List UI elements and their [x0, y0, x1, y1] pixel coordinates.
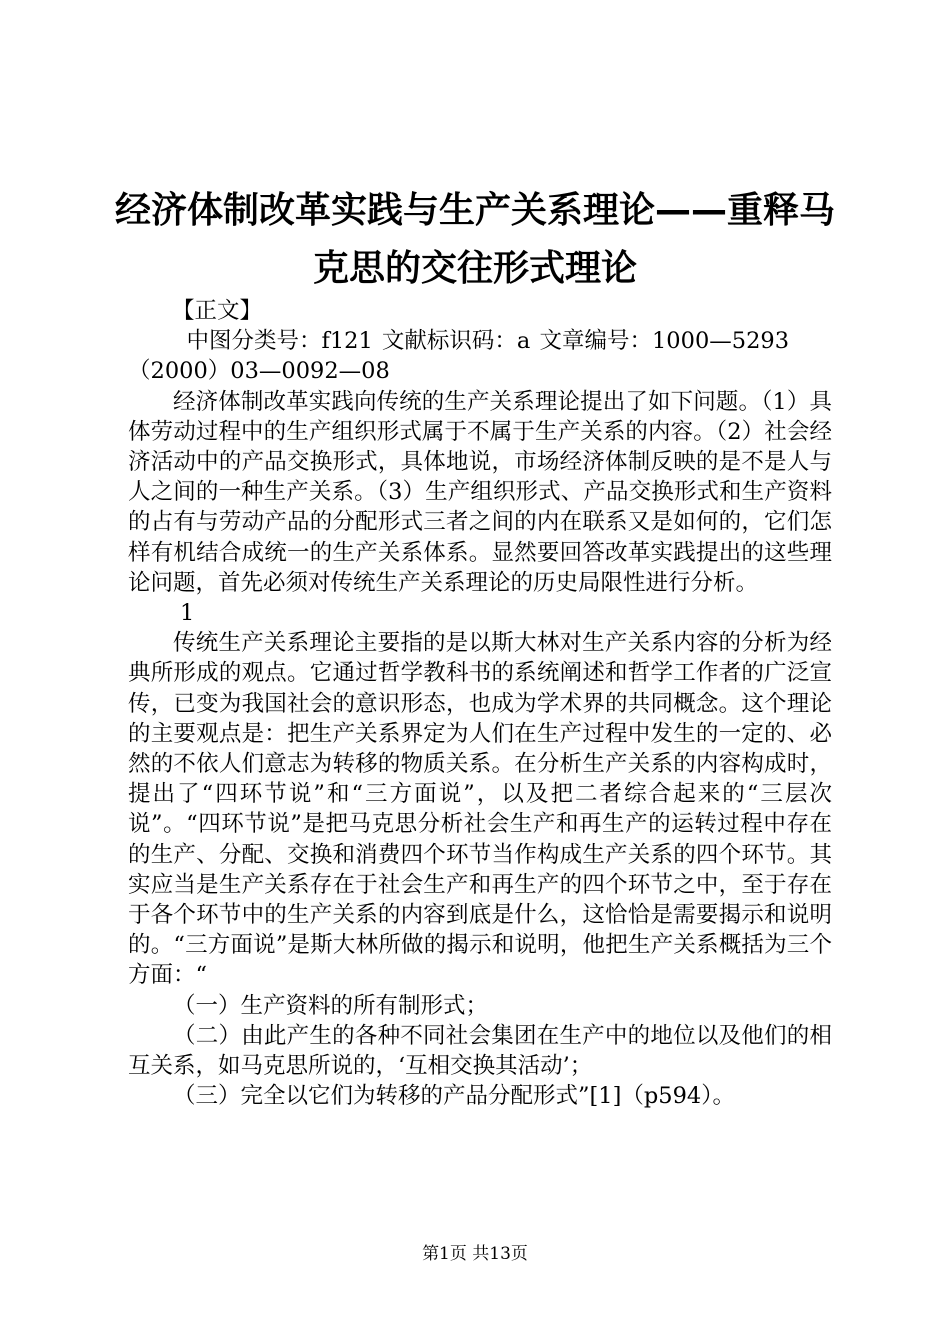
title-line-2: 克思的交往形式理论: [312, 248, 637, 289]
document-title: [100, 182, 850, 298]
paragraph-theory: 传统生产关系理论主要指的是以斯大林对生产关系内容的分析为经典所形成的观点。它通过哲学教科书的系统阐述和哲学工作者的广泛宣传，已变为我国社会的意识形态，也成为学术界的共同概念。这个理论的主要观点是：把生产关系界定为人们在生产过程中发生的一定的、必然的不依人们意志为转移的物质关系。在分析生产关系的内容构成时，提出了“四环节说”和“三方面说”，以及把二者综合起来的“三层次说”。“四环节说”是把马克思分析社会生产和再生产的运转过程中存在的生产、分配、交换和消费四个环节当作构成生产关系的四个环节。其实应当是生产关系存在于社会生产和再生产的四个环节之中，至于存在于各个环节中的生产关系的内容到底是什么，这恰恰是需要揭示和说明的。“三方面说”是斯大林所做的揭示和说明，他把生产关系概括为三个方面：“: [128, 630, 832, 989]
section-number: 1: [180, 600, 195, 627]
section-label: 【正文】: [172, 298, 263, 324]
list-item-1: （一）生产资料的所有制形式；: [173, 992, 489, 1019]
document-body: [128, 296, 832, 1111]
page-footer: 第1页 共13页: [422, 1244, 528, 1264]
list-item-2: （二）由此产生的各种不同社会集团在生产中的地位以及他们的相互关系，如马克思所说的，‘互相交换其活动’；: [128, 1022, 832, 1080]
list-item-3: （三）完全以它们为转移的产品分配形式”[1]（p594）。: [173, 1083, 735, 1110]
classification-meta: 中图分类号：f121 文献标识码：a 文章编号：1000—5293（2000）03—0092—08: [128, 328, 790, 385]
title-line-1: 经济体制改革实践与生产关系理论——重释马: [114, 190, 835, 231]
paragraph-intro: 经济体制改革实践向传统的生产关系理论提出了如下问题。（1）具体劳动过程中的生产组织形式属于不属于生产关系的内容。（2）社会经济活动中的产品交换形式，具体地说，市场经济体制反映的是不是人与人之间的一种生产关系。（3）生产组织形式、产品交换形式和生产资料的占有与劳动产品的分配形式三者之间的内在联系又是如何的，它们怎样有机结合成统一的生产关系体系。显然要回答改革实践提出的这些理论问题，首先必须对传统生产关系理论的历史局限性进行分析。: [128, 388, 832, 596]
